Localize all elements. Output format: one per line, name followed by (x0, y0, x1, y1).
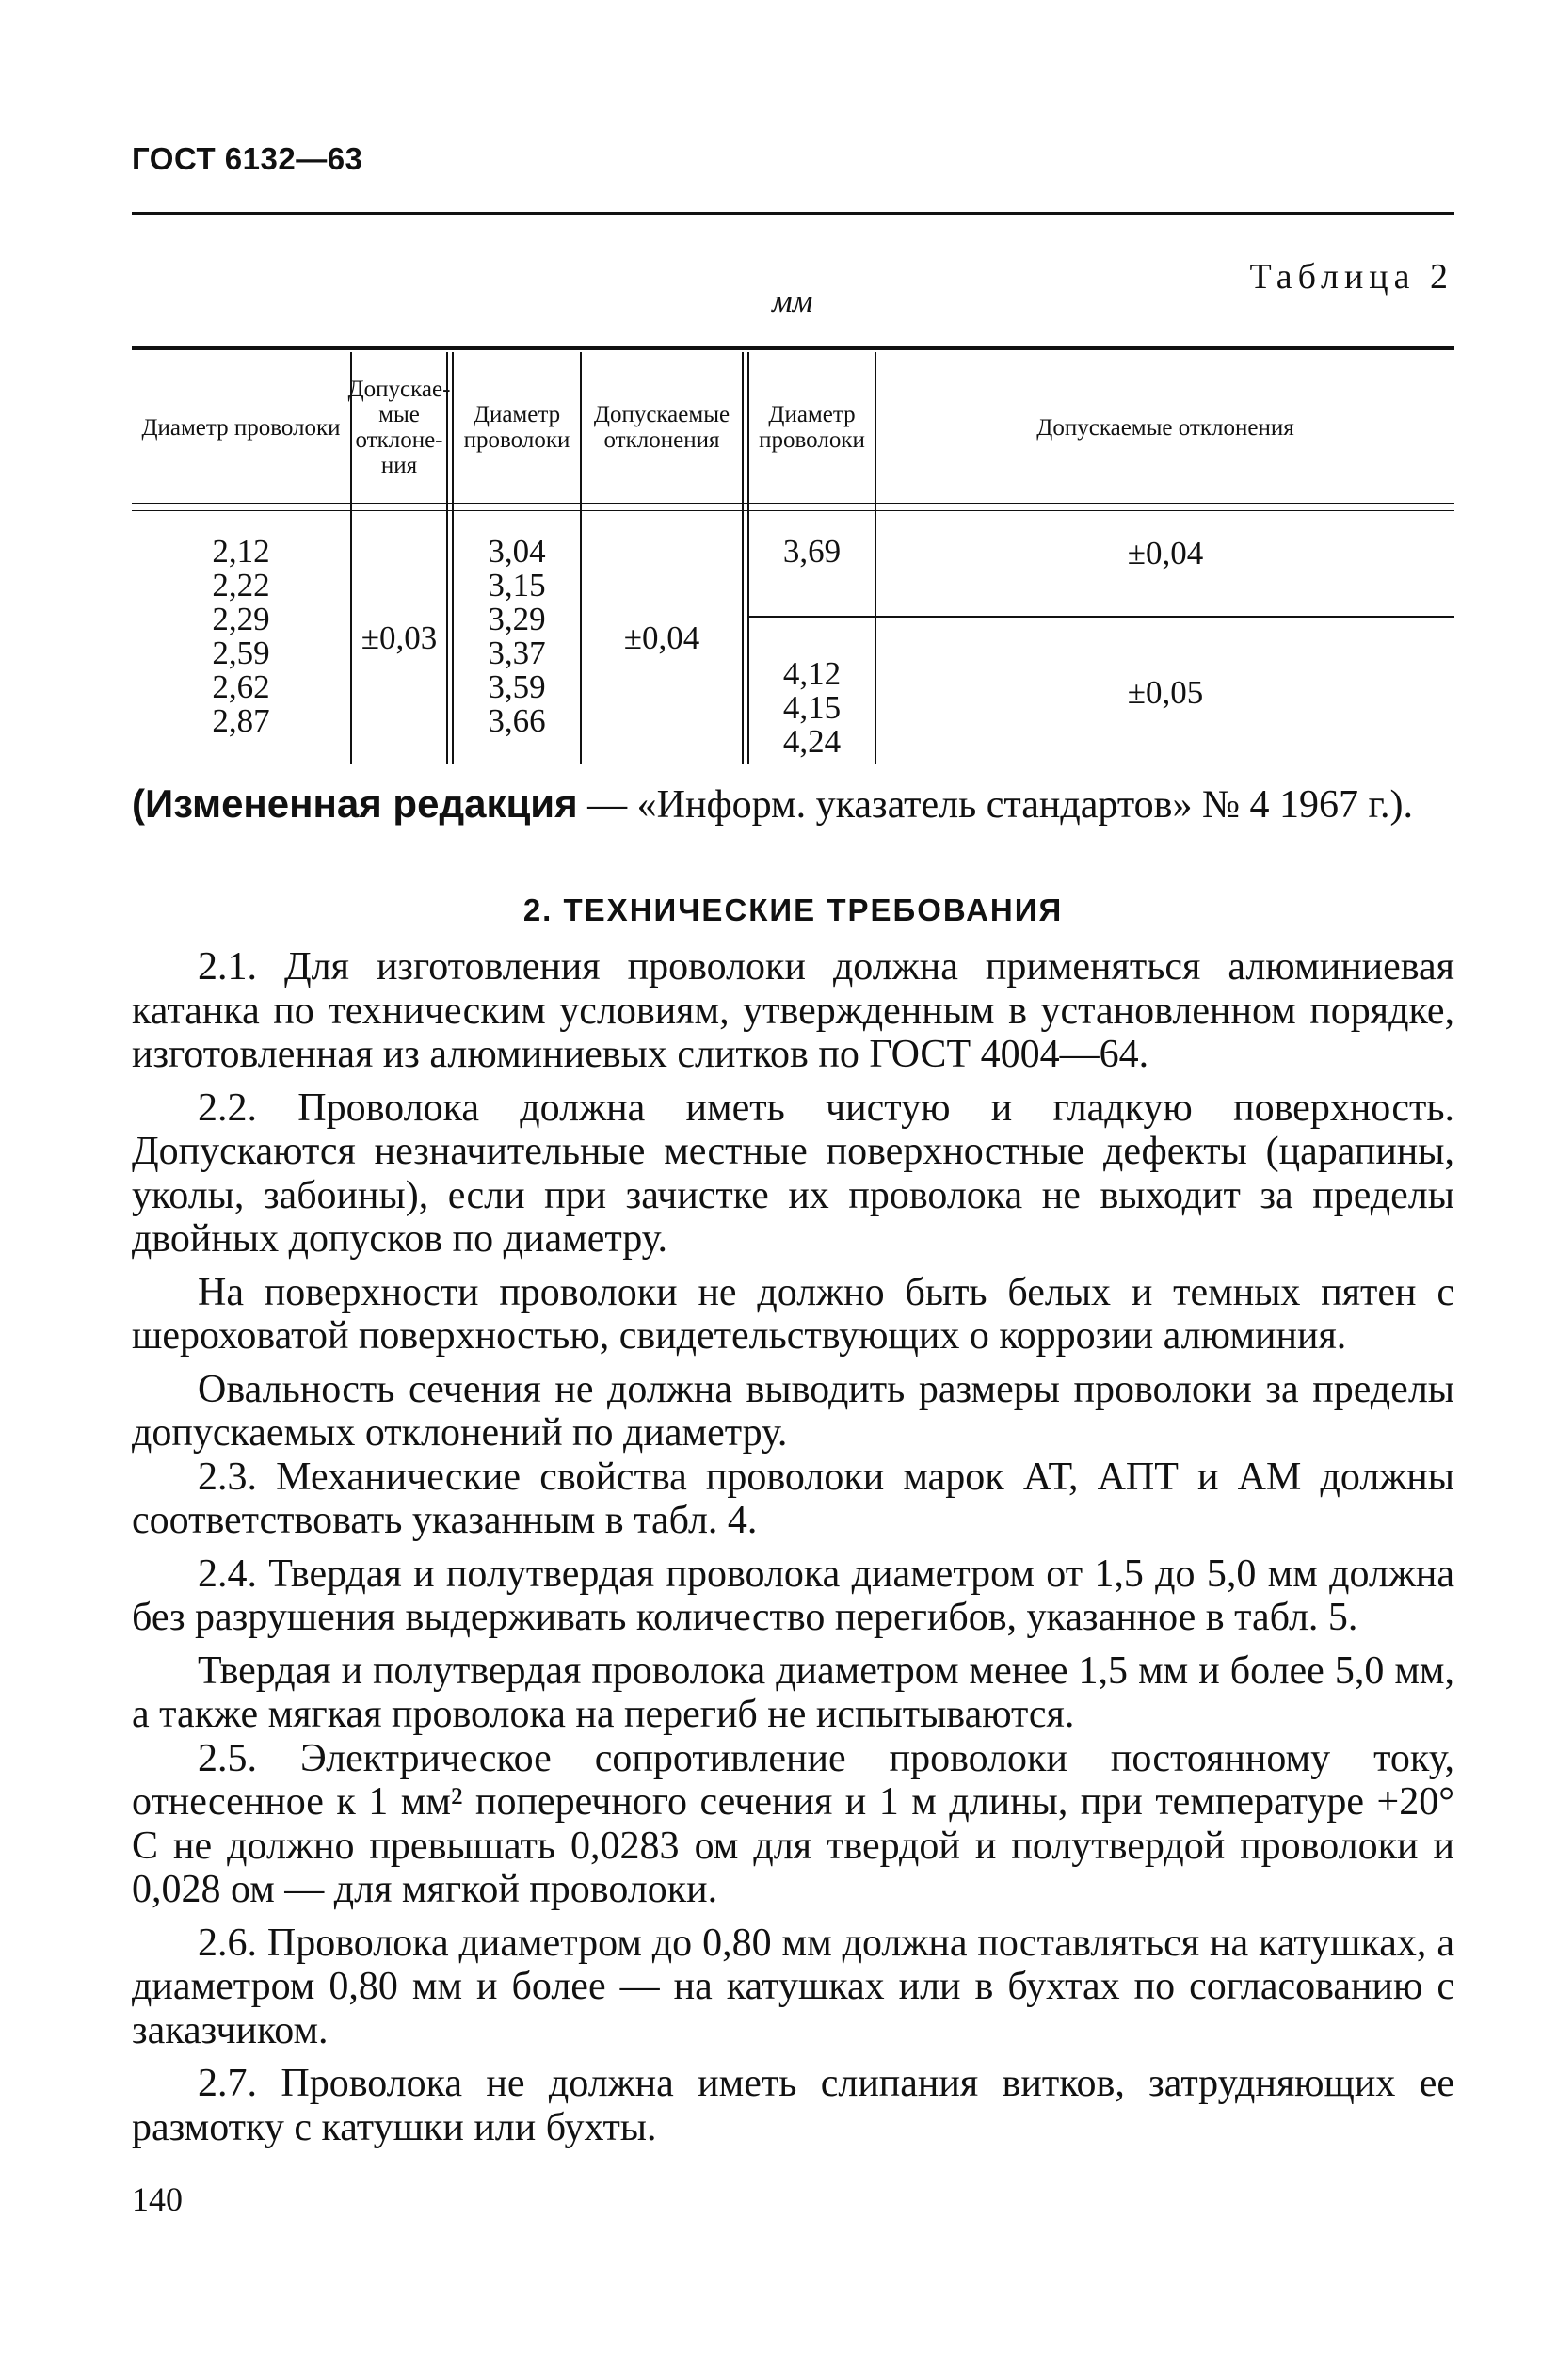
tolerance-value-1: ±0,03 (361, 619, 438, 656)
table-header-rule (132, 510, 1454, 511)
diameter-values-3b: 4,12 4,15 4,24 (782, 655, 842, 760)
row-divider (747, 616, 1454, 618)
table-label: Таблица 2 (1249, 257, 1453, 297)
paragraph: Овальность сечения не должна выводить размеры проволоки за пределы допускаемых отклонений по диаметру. (132, 1367, 1454, 1455)
table-header-rule (132, 503, 1454, 504)
header-diameter-3: Диаметр проволоки (759, 402, 865, 453)
revision-note-bold: (Измененная редакция (132, 781, 578, 826)
header-tolerance-2: Допускаемые отклонения (593, 402, 730, 453)
paragraph: 2.1. Для изготовления проволоки должна применяться алюминиевая катанка по техническим условиям, утвержденным в установленном порядке, изготовленная из алюминиевых слитков по ГОСТ 4004—64. (132, 945, 1454, 1076)
paragraph: 2.3. Механические свойства проволоки марок АТ, АПТ и АМ должны соответствовать указанным в табл. 4. (132, 1455, 1454, 1542)
paragraph: 2.2. Проволока должна иметь чистую и гладкую поверхность. Допускаются незначительные местные поверхностные дефекты (царапины, уколы, забоины), если при зачистке их проволока не выходит за пределы двойных допусков по диаметру. (132, 1085, 1454, 1261)
column-divider (742, 352, 744, 764)
paragraph: 2.7. Проволока не должна иметь слипания витков, затрудняющих ее размотку с катушки или бухты. (132, 2062, 1454, 2149)
table-top-rule (132, 346, 1454, 350)
tolerance-value-3a: ±0,04 (1127, 535, 1204, 571)
tolerance-value-3b: ±0,05 (1127, 674, 1204, 711)
revision-note-text: — «Информ. указатель стандартов» № 4 1967 г.). (577, 783, 1414, 827)
header-tolerance-3: Допускаемые отклонения (1036, 414, 1294, 441)
diameter-values-1: 2,12 2,22 2,29 2,59 2,62 2,87 (212, 533, 270, 739)
tolerance-table (132, 346, 1454, 764)
header-tolerance-1: Допускае-мые отклоне-ния (347, 377, 451, 478)
header-diameter-2: Диаметр проволоки (463, 402, 570, 453)
paragraph: Твердая и полутвердая проволока диаметром менее 1,5 мм и более 5,0 мм, а также мягкая проволока на перегиб не испытываются. (132, 1648, 1454, 1736)
paragraph: На поверхности проволоки не должно быть белых и темных пятен с шероховатой поверхностью, свидетельствующих о коррозии алюминия. (132, 1270, 1454, 1358)
document-header: ГОСТ 6132—63 (132, 141, 363, 176)
header-diameter-1: Диаметр проволоки (141, 414, 341, 441)
diameter-values-2: 3,04 3,15 3,29 3,37 3,59 3,66 (488, 533, 546, 739)
table-units: мм (772, 284, 813, 319)
paragraph: 2.5. Электрическое сопротивление проволоки постоянному току, отнесенное к 1 мм² поперечного сечения и 1 м длины, при температуре +20° С не должно превышать 0,0283 ом для твердой и полутвердой проволоки и 0,028 ом — для мягкой проволоки. (132, 1736, 1454, 1911)
paragraph: 2.6. Проволока диаметром до 0,80 мм должна поставляться на катушках, а диаметром 0,80 мм и более — на катушках или в бухтах по согласованию с заказчиком. (132, 1921, 1454, 2052)
page-number: 140 (132, 2180, 183, 2218)
section-title: 2. ТЕХНИЧЕСКИЕ ТРЕБОВАНИЯ (522, 892, 1064, 927)
tolerance-value-2: ±0,04 (623, 619, 700, 656)
revision-note (132, 781, 1454, 828)
header-divider (132, 212, 1454, 215)
body-text (132, 945, 1454, 2149)
paragraph: 2.4. Твердая и полутвердая проволока диаметром от 1,5 до 5,0 мм должна без разрушения выдерживать количество перегибов, указанное в табл. 5. (132, 1552, 1454, 1639)
diameter-values-3a: 3,69 (782, 533, 842, 570)
